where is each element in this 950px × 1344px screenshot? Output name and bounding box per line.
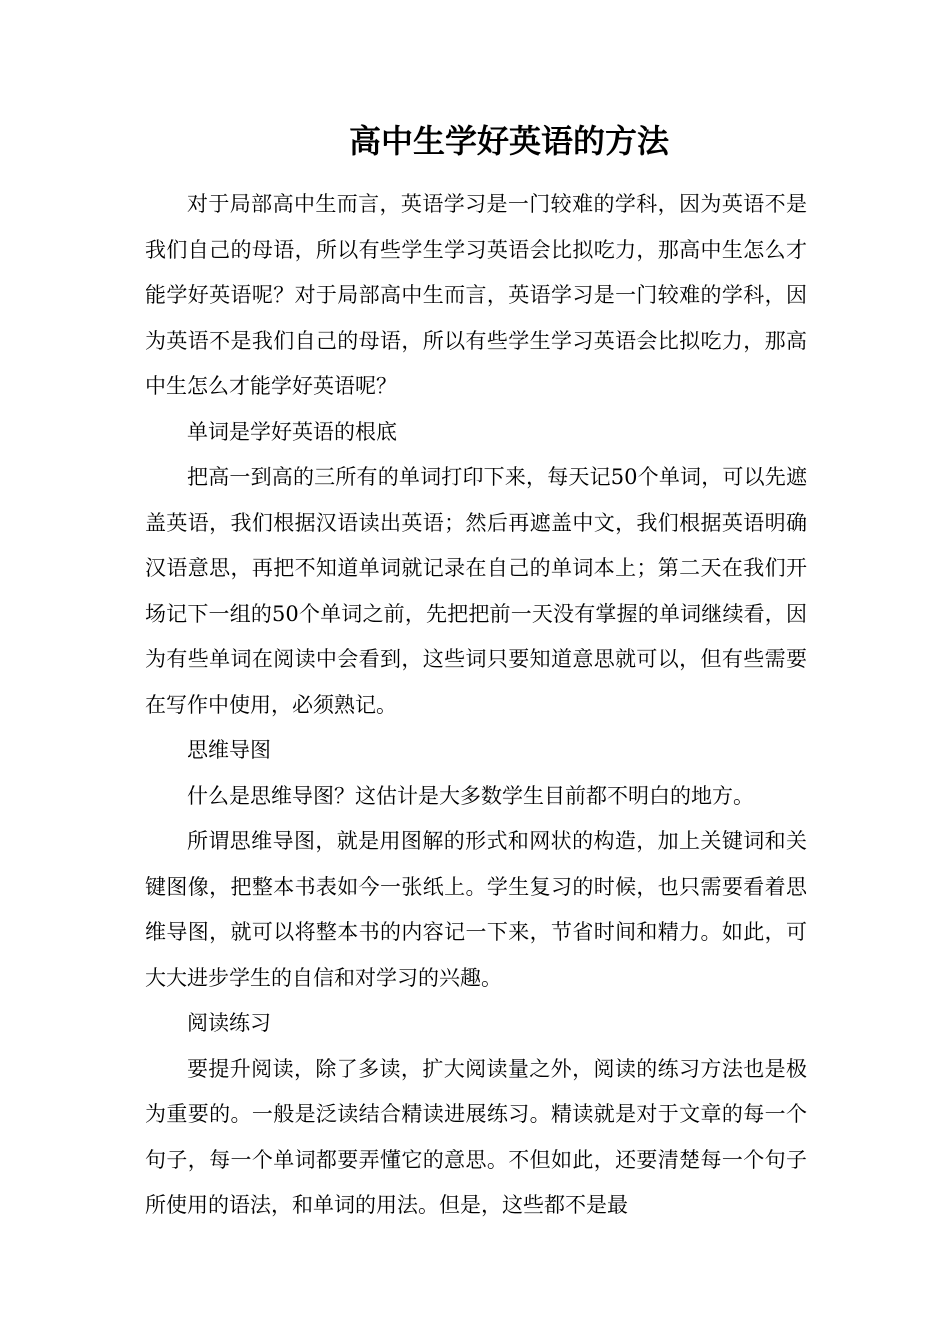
document-title: 高中生学好英语的方法	[348, 122, 669, 160]
paragraph-intro: 对于局部高中生而言，英语学习是一门较难的学科，因为英语不是我们自己的母语，所以有些学生学习英语会比拟吃力，那高中生怎么才能学好英语呢？对于局部高中生而言，英语学习是一门较难的学科，因为英语不是我们自己的母语，所以有些学生学习英语会比拟吃力，那高中生怎么才能学好英语呢？	[145, 192, 807, 398]
paragraph-vocabulary: 把高一到高的三所有的单词打印下来，每天记50个单词，可以先遮盖英语，我们根据汉语读出英语；然后再遮盖中文，我们根据英语明确汉语意思，再把不知道单词就记录在自己的单词本上；第二天在我们开场记下一组的50个单词之前，先把把前一天没有掌握的单词继续看，因为有些单词在阅读中会看到，这些词只要知道意思就可以，但有些需要在写作中使用，必须熟记。	[145, 465, 807, 717]
heading-vocabulary: 单词是学好英语的根底	[187, 419, 397, 444]
paragraph-reading-practice: 要提升阅读，除了多读，扩大阅读量之外，阅读的练习方法也是极为重要的。一般是泛读结合精读进展练习。精读就是对于文章的每一个句子，每一个单词都要弄懂它的意思。不但如此，还要清楚每一个句子所使用的语法，和单词的用法。但是，这些都不是最	[145, 1056, 807, 1217]
heading-reading-practice: 阅读练习	[187, 1011, 271, 1035]
heading-mind-map: 思维导图	[187, 738, 271, 762]
document-body	[145, 182, 807, 1229]
paragraph-mind-map-explanation: 所谓思维导图，就是用图解的形式和网状的构造，加上关键词和关键图像，把整本书表如今一张纸上。学生复习的时候，也只需要看着思维导图，就可以将整本书的内容记一下来，节省时间和精力。如此，可大大进步学生的自信和对学习的兴趣。	[145, 829, 807, 990]
paragraph-mind-map-question: 什么是思维导图？这估计是大多数学生目前都不明白的地方。	[187, 783, 754, 808]
